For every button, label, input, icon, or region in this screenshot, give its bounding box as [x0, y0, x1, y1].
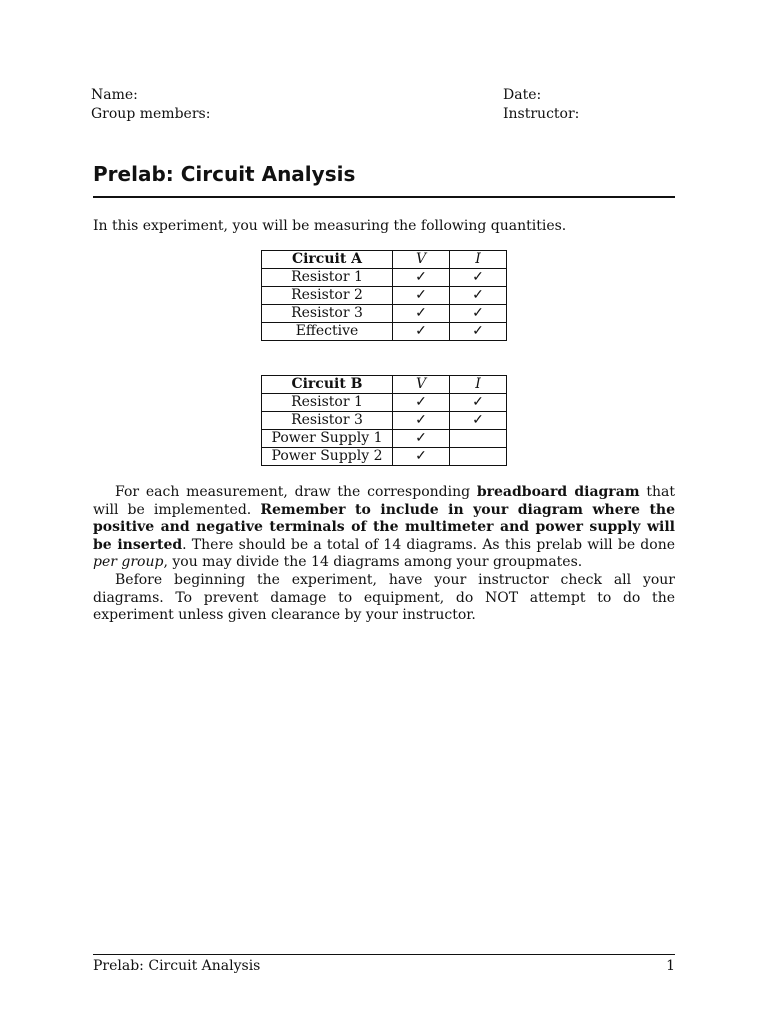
- paragraph-diagrams: [93, 484, 675, 572]
- check-mark-icon: ✓: [450, 269, 507, 287]
- table-header-row: [262, 376, 507, 394]
- table-cell: Resistor 1: [262, 269, 393, 287]
- check-mark-icon: ✓: [393, 394, 450, 412]
- table-header-cell: Circuit B: [262, 376, 393, 394]
- instructor-label: Instructor:: [503, 106, 580, 122]
- table-row: [262, 448, 507, 466]
- check-mark-icon: ✓: [450, 323, 507, 341]
- text-run: , you may divide the 14 diagrams among your groupmates.: [163, 554, 583, 571]
- check-mark-icon: ✓: [393, 448, 450, 466]
- footer-title: Prelab: Circuit Analysis: [93, 958, 261, 974]
- paragraph-instructor-check: Before beginning the experiment, have your instructor check all your diagrams. To prevent damage to equipment, do NOT attempt to do the experiment unless given clearance by your instructor.: [93, 571, 675, 624]
- table-header-row: [262, 251, 507, 269]
- page-title: Prelab: Circuit Analysis: [93, 162, 356, 186]
- table-cell: Resistor 3: [262, 305, 393, 323]
- instructions-body: [93, 484, 675, 625]
- page-number: 1: [666, 958, 675, 974]
- table-row: [262, 287, 507, 305]
- table-cell: Power Supply 1: [262, 430, 393, 448]
- check-mark-icon: ✓: [393, 430, 450, 448]
- table-cell: Effective: [262, 323, 393, 341]
- check-mark-icon: ✓: [450, 412, 507, 430]
- table-row: [262, 430, 507, 448]
- table-cell: Resistor 3: [262, 412, 393, 430]
- table-header-cell: Circuit A: [262, 251, 393, 269]
- empty-cell: [450, 430, 507, 448]
- table-row: [262, 305, 507, 323]
- circuit-b-table: [261, 375, 507, 466]
- intro-text: In this experiment, you will be measuring the following quantities.: [93, 218, 567, 234]
- check-mark-icon: ✓: [393, 323, 450, 341]
- date-label: Date:: [503, 87, 542, 103]
- table-row: [262, 394, 507, 412]
- table-row: [262, 323, 507, 341]
- table-cell: Resistor 2: [262, 287, 393, 305]
- check-mark-icon: ✓: [393, 412, 450, 430]
- title-rule: [93, 196, 675, 198]
- check-mark-icon: ✓: [450, 287, 507, 305]
- footer-rule: [93, 954, 675, 955]
- table-row: [262, 269, 507, 287]
- table-cell: Power Supply 2: [262, 448, 393, 466]
- check-mark-icon: ✓: [393, 287, 450, 305]
- table-row: [262, 412, 507, 430]
- page-footer: [93, 958, 675, 974]
- empty-cell: [450, 448, 507, 466]
- check-mark-icon: ✓: [393, 269, 450, 287]
- table-header-cell: I: [450, 251, 507, 269]
- text-run: . There should be a total of 14 diagrams. As this prelab will be done: [182, 536, 675, 553]
- table-header-cell: V: [393, 251, 450, 269]
- text-run: that will be implemented.: [93, 484, 675, 518]
- text-run: For each measurement, draw the corresponding: [115, 484, 477, 500]
- table-cell: Resistor 1: [262, 394, 393, 412]
- header-left: [91, 86, 210, 124]
- table-header-cell: I: [450, 376, 507, 394]
- name-label: Name:: [91, 87, 138, 103]
- check-mark-icon: ✓: [393, 305, 450, 323]
- check-mark-icon: ✓: [450, 305, 507, 323]
- emphasis-per-group: per group: [93, 554, 164, 571]
- emphasis-terminals-reminder: Remember to include in your diagram where the positive and negative terminals of the multimeter and power supply will be inserted: [93, 501, 675, 553]
- table-header-cell: V: [393, 376, 450, 394]
- check-mark-icon: ✓: [450, 394, 507, 412]
- circuit-a-table: [261, 250, 507, 341]
- group-members-label: Group members:: [91, 106, 211, 122]
- emphasis-breadboard-diagram: breadboard diagram: [476, 484, 640, 500]
- header-right: [503, 86, 579, 124]
